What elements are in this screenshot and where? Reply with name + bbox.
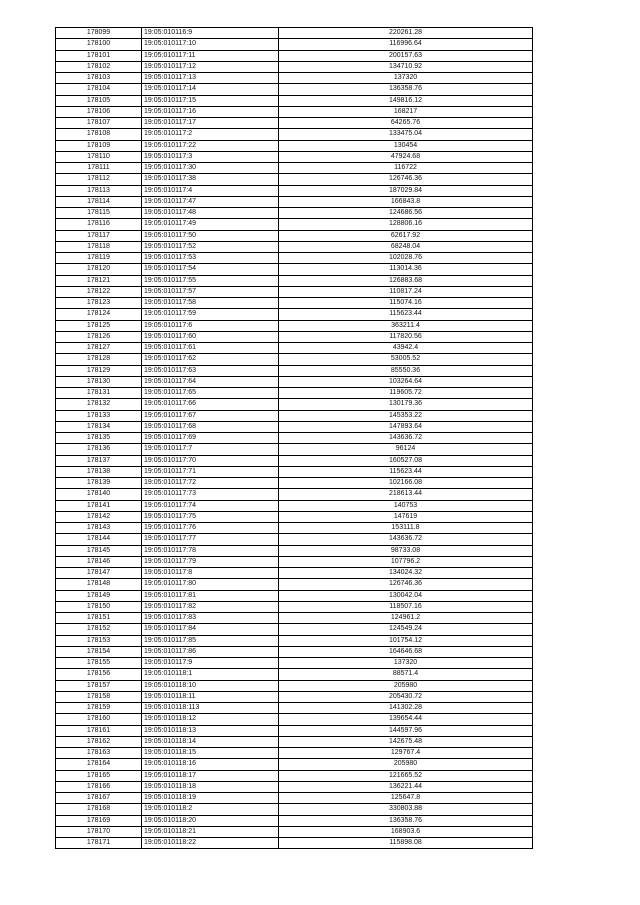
cadastral-number-cell: 19:05:010117:15 [142, 95, 279, 106]
cadastral-number-cell: 19:05:010117:67 [142, 410, 279, 421]
table-row [56, 331, 533, 342]
row-number-cell: 178164 [56, 759, 142, 770]
cadastral-number-cell: 19:05:010118:18 [142, 781, 279, 792]
amount-cell: 113014.36 [279, 264, 533, 275]
amount-cell: 160527.08 [279, 455, 533, 466]
amount-cell: 218613.44 [279, 489, 533, 500]
table-row [56, 73, 533, 84]
cadastral-number-cell: 19:05:010118:13 [142, 725, 279, 736]
cadastral-number-cell: 19:05:010117:84 [142, 624, 279, 635]
amount-cell: 119605.72 [279, 388, 533, 399]
table-row [56, 365, 533, 376]
cadastral-number-cell: 19:05:010118:16 [142, 759, 279, 770]
table-row [56, 28, 533, 39]
table-row [56, 613, 533, 624]
row-number-cell: 178120 [56, 264, 142, 275]
cadastral-number-cell: 19:05:010117:64 [142, 376, 279, 387]
row-number-cell: 178170 [56, 826, 142, 837]
cadastral-number-cell: 19:05:010118:22 [142, 838, 279, 849]
amount-cell: 137320 [279, 73, 533, 84]
row-number-cell: 178133 [56, 410, 142, 421]
table-row [56, 230, 533, 241]
amount-cell: 143636.72 [279, 433, 533, 444]
amount-cell: 124549.24 [279, 624, 533, 635]
amount-cell: 116722 [279, 163, 533, 174]
cadastral-number-cell: 19:05:010118:15 [142, 748, 279, 759]
amount-cell: 117820.56 [279, 331, 533, 342]
row-number-cell: 178132 [56, 399, 142, 410]
cadastral-number-cell: 19:05:010117:76 [142, 523, 279, 534]
amount-cell: 134024.32 [279, 568, 533, 579]
row-number-cell: 178163 [56, 748, 142, 759]
cadastral-number-cell: 19:05:010118:19 [142, 793, 279, 804]
amount-cell: 133475.04 [279, 129, 533, 140]
cadastral-number-cell: 19:05:010117:72 [142, 478, 279, 489]
table-row [56, 196, 533, 207]
cadastral-number-cell: 19:05:010117:81 [142, 590, 279, 601]
cadastral-number-cell: 19:05:010117:65 [142, 388, 279, 399]
amount-cell: 220261.28 [279, 28, 533, 39]
row-number-cell: 178140 [56, 489, 142, 500]
amount-cell: 43942.4 [279, 343, 533, 354]
row-number-cell: 178161 [56, 725, 142, 736]
cadastral-number-cell: 19:05:010118:113 [142, 703, 279, 714]
amount-cell: 62617.92 [279, 230, 533, 241]
row-number-cell: 178160 [56, 714, 142, 725]
cadastral-number-cell: 19:05:010118:21 [142, 826, 279, 837]
cadastral-number-cell: 19:05:010117:80 [142, 579, 279, 590]
cadastral-number-cell: 19:05:010118:10 [142, 680, 279, 691]
row-number-cell: 178116 [56, 219, 142, 230]
amount-cell: 64265.76 [279, 118, 533, 129]
table-row [56, 781, 533, 792]
cadastral-number-cell: 19:05:010117:52 [142, 241, 279, 252]
amount-cell: 115898.08 [279, 838, 533, 849]
row-number-cell: 178150 [56, 601, 142, 612]
data-table-body [56, 28, 533, 849]
amount-cell: 205430.72 [279, 691, 533, 702]
amount-cell: 118507.16 [279, 601, 533, 612]
row-number-cell: 178122 [56, 286, 142, 297]
row-number-cell: 178149 [56, 590, 142, 601]
table-row [56, 725, 533, 736]
amount-cell: 147619 [279, 511, 533, 522]
cadastral-number-cell: 19:05:010117:48 [142, 208, 279, 219]
cadastral-number-cell: 19:05:010117:47 [142, 196, 279, 207]
row-number-cell: 178148 [56, 579, 142, 590]
table-row [56, 185, 533, 196]
row-number-cell: 178165 [56, 770, 142, 781]
table-row [56, 433, 533, 444]
table-row [56, 140, 533, 151]
table-row [56, 444, 533, 455]
amount-cell: 125647.8 [279, 793, 533, 804]
table-row [56, 624, 533, 635]
cadastral-number-cell: 19:05:010117:78 [142, 545, 279, 556]
table-row [56, 219, 533, 230]
cadastral-number-cell: 19:05:010117:75 [142, 511, 279, 522]
cadastral-number-cell: 19:05:010117:60 [142, 331, 279, 342]
cadastral-number-cell: 19:05:010118:12 [142, 714, 279, 725]
amount-cell: 124961.2 [279, 613, 533, 624]
row-number-cell: 178155 [56, 658, 142, 669]
table-row [56, 556, 533, 567]
amount-cell: 168903.6 [279, 826, 533, 837]
table-row [56, 421, 533, 432]
table-row [56, 511, 533, 522]
table-row [56, 174, 533, 185]
row-number-cell: 178168 [56, 804, 142, 815]
row-number-cell: 178102 [56, 61, 142, 72]
table-row [56, 838, 533, 849]
amount-cell: 98733.08 [279, 545, 533, 556]
cadastral-number-cell: 19:05:010117:74 [142, 500, 279, 511]
table-row [56, 376, 533, 387]
row-number-cell: 178141 [56, 500, 142, 511]
row-number-cell: 178114 [56, 196, 142, 207]
row-number-cell: 178171 [56, 838, 142, 849]
cadastral-number-cell: 19:05:010117:12 [142, 61, 279, 72]
row-number-cell: 178138 [56, 466, 142, 477]
amount-cell: 102028.76 [279, 253, 533, 264]
amount-cell: 144597.96 [279, 725, 533, 736]
cadastral-number-cell: 19:05:010117:62 [142, 354, 279, 365]
cadastral-number-cell: 19:05:010117:2 [142, 129, 279, 140]
row-number-cell: 178113 [56, 185, 142, 196]
cadastral-number-cell: 19:05:010117:69 [142, 433, 279, 444]
cadastral-number-cell: 19:05:010117:54 [142, 264, 279, 275]
amount-cell: 96124 [279, 444, 533, 455]
cadastral-number-cell: 19:05:010117:13 [142, 73, 279, 84]
cadastral-number-cell: 19:05:010117:57 [142, 286, 279, 297]
cadastral-number-cell: 19:05:010117:55 [142, 275, 279, 286]
row-number-cell: 178166 [56, 781, 142, 792]
table-row [56, 691, 533, 702]
amount-cell: 53005.52 [279, 354, 533, 365]
row-number-cell: 178154 [56, 646, 142, 657]
row-number-cell: 178153 [56, 635, 142, 646]
row-number-cell: 178137 [56, 455, 142, 466]
row-number-cell: 178136 [56, 444, 142, 455]
row-number-cell: 178118 [56, 241, 142, 252]
row-number-cell: 178135 [56, 433, 142, 444]
cadastral-number-cell: 19:05:010118:20 [142, 815, 279, 826]
cadastral-number-cell: 19:05:010117:73 [142, 489, 279, 500]
amount-cell: 330803.88 [279, 804, 533, 815]
cadastral-number-cell: 19:05:010116:9 [142, 28, 279, 39]
amount-cell: 168217 [279, 106, 533, 117]
row-number-cell: 178119 [56, 253, 142, 264]
cadastral-number-cell: 19:05:010118:17 [142, 770, 279, 781]
amount-cell: 124686.56 [279, 208, 533, 219]
table-row [56, 50, 533, 61]
cadastral-number-cell: 19:05:010117:7 [142, 444, 279, 455]
row-number-cell: 178100 [56, 39, 142, 50]
amount-cell: 142675.48 [279, 736, 533, 747]
cadastral-number-cell: 19:05:010117:59 [142, 309, 279, 320]
table-row [56, 635, 533, 646]
row-number-cell: 178167 [56, 793, 142, 804]
table-row [56, 545, 533, 556]
table-row [56, 793, 533, 804]
cadastral-number-cell: 19:05:010117:6 [142, 320, 279, 331]
row-number-cell: 178106 [56, 106, 142, 117]
table-row [56, 410, 533, 421]
amount-cell: 128806.16 [279, 219, 533, 230]
cadastral-number-cell: 19:05:010117:38 [142, 174, 279, 185]
amount-cell: 115623.44 [279, 466, 533, 477]
amount-cell: 187029.84 [279, 185, 533, 196]
amount-cell: 130179.36 [279, 399, 533, 410]
table-row [56, 466, 533, 477]
cadastral-number-cell: 19:05:010118:11 [142, 691, 279, 702]
row-number-cell: 178104 [56, 84, 142, 95]
amount-cell: 126883.68 [279, 275, 533, 286]
row-number-cell: 178115 [56, 208, 142, 219]
amount-cell: 153111.8 [279, 523, 533, 534]
amount-cell: 101754.12 [279, 635, 533, 646]
amount-cell: 85550.36 [279, 365, 533, 376]
table-row [56, 320, 533, 331]
cadastral-number-cell: 19:05:010117:53 [142, 253, 279, 264]
table-row [56, 489, 533, 500]
table-row [56, 500, 533, 511]
row-number-cell: 178112 [56, 174, 142, 185]
table-row [56, 523, 533, 534]
table-row [56, 736, 533, 747]
amount-cell: 102166.08 [279, 478, 533, 489]
row-number-cell: 178144 [56, 534, 142, 545]
table-row [56, 658, 533, 669]
row-number-cell: 178151 [56, 613, 142, 624]
table-row [56, 646, 533, 657]
table-row [56, 478, 533, 489]
cadastral-number-cell: 19:05:010117:49 [142, 219, 279, 230]
row-number-cell: 178117 [56, 230, 142, 241]
cadastral-number-cell: 19:05:010117:22 [142, 140, 279, 151]
amount-cell: 130042.04 [279, 590, 533, 601]
row-number-cell: 178101 [56, 50, 142, 61]
cadastral-number-cell: 19:05:010117:77 [142, 534, 279, 545]
table-row [56, 703, 533, 714]
row-number-cell: 178099 [56, 28, 142, 39]
table-row [56, 759, 533, 770]
row-number-cell: 178130 [56, 376, 142, 387]
table-row [56, 455, 533, 466]
table-row [56, 579, 533, 590]
table-row [56, 264, 533, 275]
amount-cell: 115074.16 [279, 298, 533, 309]
row-number-cell: 178128 [56, 354, 142, 365]
amount-cell: 68248.04 [279, 241, 533, 252]
row-number-cell: 178147 [56, 568, 142, 579]
row-number-cell: 178125 [56, 320, 142, 331]
amount-cell: 116996.64 [279, 39, 533, 50]
row-number-cell: 178162 [56, 736, 142, 747]
cadastral-number-cell: 19:05:010117:61 [142, 343, 279, 354]
table-row [56, 129, 533, 140]
cadastral-number-cell: 19:05:010117:11 [142, 50, 279, 61]
amount-cell: 205980 [279, 680, 533, 691]
table-row [56, 826, 533, 837]
amount-cell: 136358.76 [279, 815, 533, 826]
amount-cell: 139654.44 [279, 714, 533, 725]
amount-cell: 126746.36 [279, 174, 533, 185]
table-row [56, 298, 533, 309]
row-number-cell: 178142 [56, 511, 142, 522]
amount-cell: 141302.28 [279, 703, 533, 714]
cadastral-number-cell: 19:05:010117:8 [142, 568, 279, 579]
table-row [56, 275, 533, 286]
amount-cell: 47924.68 [279, 151, 533, 162]
table-row [56, 343, 533, 354]
row-number-cell: 178143 [56, 523, 142, 534]
table-row [56, 590, 533, 601]
amount-cell: 129767.4 [279, 748, 533, 759]
amount-cell: 134710.92 [279, 61, 533, 72]
cadastral-number-cell: 19:05:010117:58 [142, 298, 279, 309]
row-number-cell: 178139 [56, 478, 142, 489]
table-row [56, 601, 533, 612]
cadastral-number-cell: 19:05:010117:17 [142, 118, 279, 129]
cadastral-number-cell: 19:05:010117:68 [142, 421, 279, 432]
table-row [56, 151, 533, 162]
amount-cell: 200157.63 [279, 50, 533, 61]
cadastral-number-cell: 19:05:010117:63 [142, 365, 279, 376]
row-number-cell: 178108 [56, 129, 142, 140]
table-row [56, 253, 533, 264]
cadastral-number-cell: 19:05:010118:1 [142, 669, 279, 680]
row-number-cell: 178157 [56, 680, 142, 691]
cadastral-number-cell: 19:05:010117:79 [142, 556, 279, 567]
table-row [56, 208, 533, 219]
cadastral-number-cell: 19:05:010117:86 [142, 646, 279, 657]
amount-cell: 107796.2 [279, 556, 533, 567]
table-row [56, 714, 533, 725]
row-number-cell: 178158 [56, 691, 142, 702]
cadastral-number-cell: 19:05:010117:9 [142, 658, 279, 669]
table-row [56, 568, 533, 579]
table-row [56, 748, 533, 759]
table-row [56, 669, 533, 680]
cadastral-number-cell: 19:05:010117:10 [142, 39, 279, 50]
row-number-cell: 178146 [56, 556, 142, 567]
cadastral-number-cell: 19:05:010117:82 [142, 601, 279, 612]
row-number-cell: 178159 [56, 703, 142, 714]
table-row [56, 163, 533, 174]
cadastral-number-cell: 19:05:010117:14 [142, 84, 279, 95]
data-table [55, 27, 533, 849]
row-number-cell: 178126 [56, 331, 142, 342]
table-row [56, 84, 533, 95]
table-row [56, 399, 533, 410]
row-number-cell: 178131 [56, 388, 142, 399]
amount-cell: 140753 [279, 500, 533, 511]
amount-cell: 147893.64 [279, 421, 533, 432]
row-number-cell: 178121 [56, 275, 142, 286]
row-number-cell: 178123 [56, 298, 142, 309]
row-number-cell: 178124 [56, 309, 142, 320]
amount-cell: 164646.68 [279, 646, 533, 657]
cadastral-number-cell: 19:05:010117:70 [142, 455, 279, 466]
table-row [56, 534, 533, 545]
table-row [56, 804, 533, 815]
table-row [56, 815, 533, 826]
amount-cell: 136221.44 [279, 781, 533, 792]
table-row [56, 39, 533, 50]
cadastral-number-cell: 19:05:010117:71 [142, 466, 279, 477]
cadastral-number-cell: 19:05:010117:16 [142, 106, 279, 117]
amount-cell: 205980 [279, 759, 533, 770]
row-number-cell: 178110 [56, 151, 142, 162]
table-row [56, 241, 533, 252]
row-number-cell: 178109 [56, 140, 142, 151]
cadastral-number-cell: 19:05:010118:2 [142, 804, 279, 815]
amount-cell: 115623.44 [279, 309, 533, 320]
table-row [56, 118, 533, 129]
row-number-cell: 178107 [56, 118, 142, 129]
row-number-cell: 178145 [56, 545, 142, 556]
table-row [56, 309, 533, 320]
table-row [56, 388, 533, 399]
row-number-cell: 178134 [56, 421, 142, 432]
amount-cell: 88571.4 [279, 669, 533, 680]
table-row [56, 106, 533, 117]
amount-cell: 166843.8 [279, 196, 533, 207]
table-row [56, 680, 533, 691]
row-number-cell: 178169 [56, 815, 142, 826]
table-row [56, 770, 533, 781]
row-number-cell: 178111 [56, 163, 142, 174]
amount-cell: 143636.72 [279, 534, 533, 545]
cadastral-number-cell: 19:05:010117:4 [142, 185, 279, 196]
table-row [56, 354, 533, 365]
cadastral-number-cell: 19:05:010117:85 [142, 635, 279, 646]
amount-cell: 110817.24 [279, 286, 533, 297]
table-row [56, 95, 533, 106]
cadastral-number-cell: 19:05:010117:50 [142, 230, 279, 241]
amount-cell: 137320 [279, 658, 533, 669]
row-number-cell: 178152 [56, 624, 142, 635]
amount-cell: 126746.36 [279, 579, 533, 590]
amount-cell: 363211.4 [279, 320, 533, 331]
amount-cell: 121665.52 [279, 770, 533, 781]
cadastral-number-cell: 19:05:010117:83 [142, 613, 279, 624]
cadastral-number-cell: 19:05:010117:66 [142, 399, 279, 410]
row-number-cell: 178105 [56, 95, 142, 106]
cadastral-number-cell: 19:05:010118:14 [142, 736, 279, 747]
cadastral-number-cell: 19:05:010117:3 [142, 151, 279, 162]
row-number-cell: 178129 [56, 365, 142, 376]
table-row [56, 61, 533, 72]
amount-cell: 136358.76 [279, 84, 533, 95]
cadastral-number-cell: 19:05:010117:30 [142, 163, 279, 174]
amount-cell: 145353.22 [279, 410, 533, 421]
row-number-cell: 178156 [56, 669, 142, 680]
amount-cell: 149816.12 [279, 95, 533, 106]
table-row [56, 286, 533, 297]
row-number-cell: 178127 [56, 343, 142, 354]
amount-cell: 103264.64 [279, 376, 533, 387]
amount-cell: 130454 [279, 140, 533, 151]
row-number-cell: 178103 [56, 73, 142, 84]
